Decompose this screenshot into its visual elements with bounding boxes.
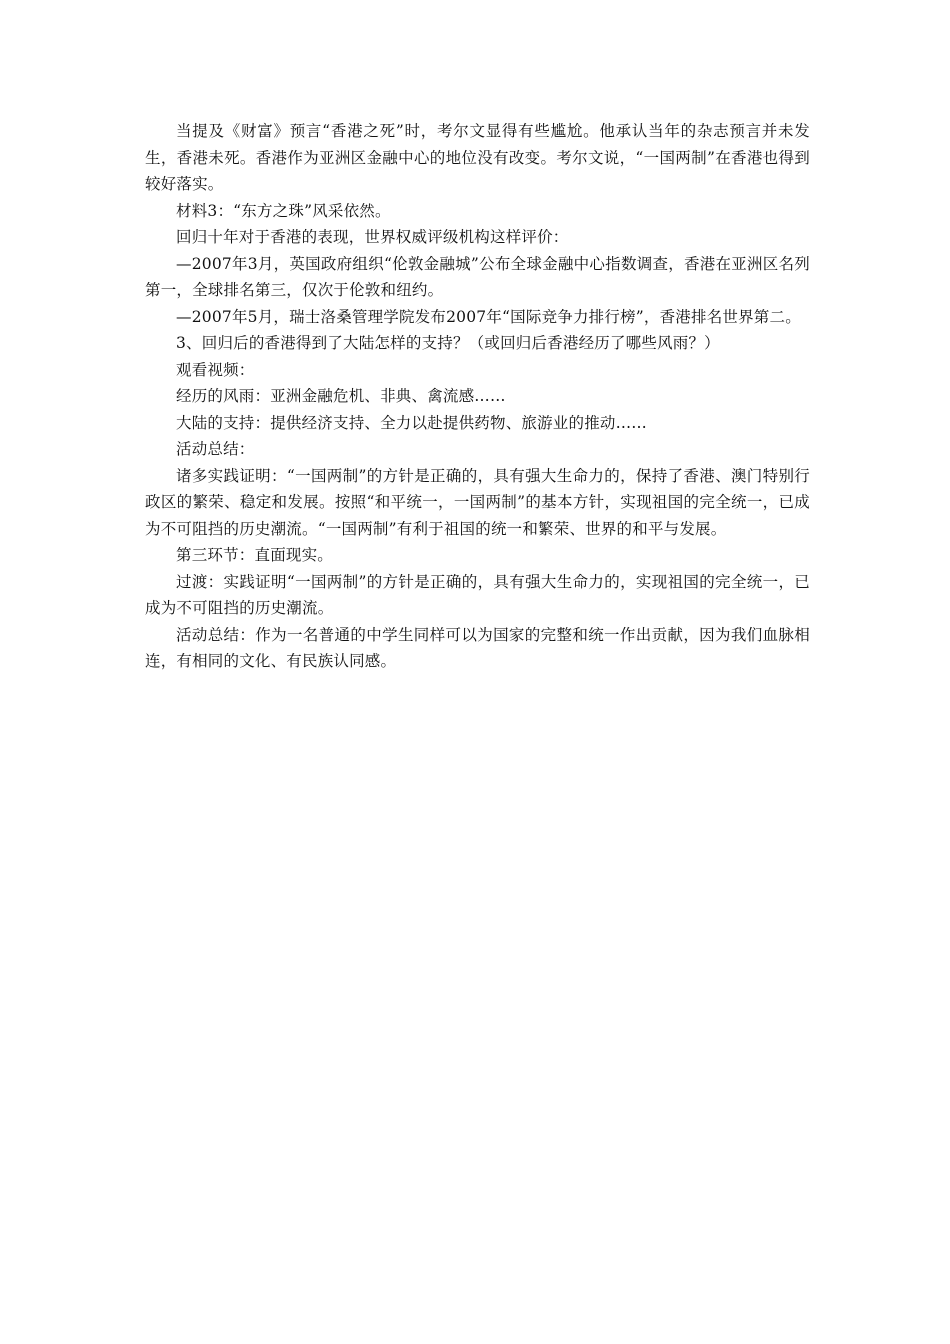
paragraph-practice-proves: 诸多实践证明：“一国两制”的方针是正确的，具有强大生命力的，保持了香港、澳门特别行政区的繁荣、稳定和发展。按照“和平统一，一国两制”的基本方针，实现祖国的完全统一，已成为不可阻挡的历史潮流。“一国两制”有利于祖国的统一和繁荣、世界的和平与发展。 <box>145 466 810 538</box>
paragraph-section-three: 第三环节：直面现实。 <box>176 546 334 564</box>
paragraph-final-summary: 活动总结：作为一名普通的中学生同样可以为国家的完整和统一作出贡献，因为我们血脉相连，有相同的文化、有民族认同感。 <box>145 625 810 670</box>
paragraph-london-index: —2007年3月，英国政府组织“伦敦金融城”公布全球金融中心指数调查，香港在亚洲区名列第一，全球排名第三，仅次于伦敦和纽约。 <box>145 254 810 299</box>
paragraph-imd-ranking: —2007年5月，瑞士洛桑管理学院发布2007年“国际竞争力排行榜”，香港排名世界第二。 <box>176 307 801 326</box>
paragraph-transition: 过渡：实践证明“一国两制”的方针是正确的，具有强大生命力的，实现祖国的完全统一，已成为不可阻挡的历史潮流。 <box>145 572 810 617</box>
paragraph-ten-years-review: 回归十年对于香港的表现，世界权威评级机构这样评价： <box>176 228 569 246</box>
paragraph-fortune-prediction: 当提及《财富》预言“香港之死”时，考尔文显得有些尴尬。他承认当年的杂志预言并未发生，香港未死。香港作为亚洲区金融中心的地位没有改变。考尔文说，“一国两制”在香港也得到较好落实。 <box>145 122 810 193</box>
paragraph-mainland-support: 大陆的支持：提供经济支持、全力以赴提供药物、旅游业的推动…… <box>176 413 648 432</box>
paragraph-watch-video: 观看视频： <box>176 360 255 379</box>
paragraph-material-3: 材料3：“东方之珠”风采依然。 <box>176 201 391 220</box>
paragraph-question-3: 3、回归后的香港得到了大陆怎样的支持？（或回归后香港经历了哪些风雨？） <box>176 334 720 352</box>
document-body <box>145 118 810 675</box>
paragraph-activity-summary-heading: 活动总结： <box>176 440 255 458</box>
paragraph-hardships: 经历的风雨：亚洲金融危机、非典、禽流感…… <box>176 387 506 405</box>
